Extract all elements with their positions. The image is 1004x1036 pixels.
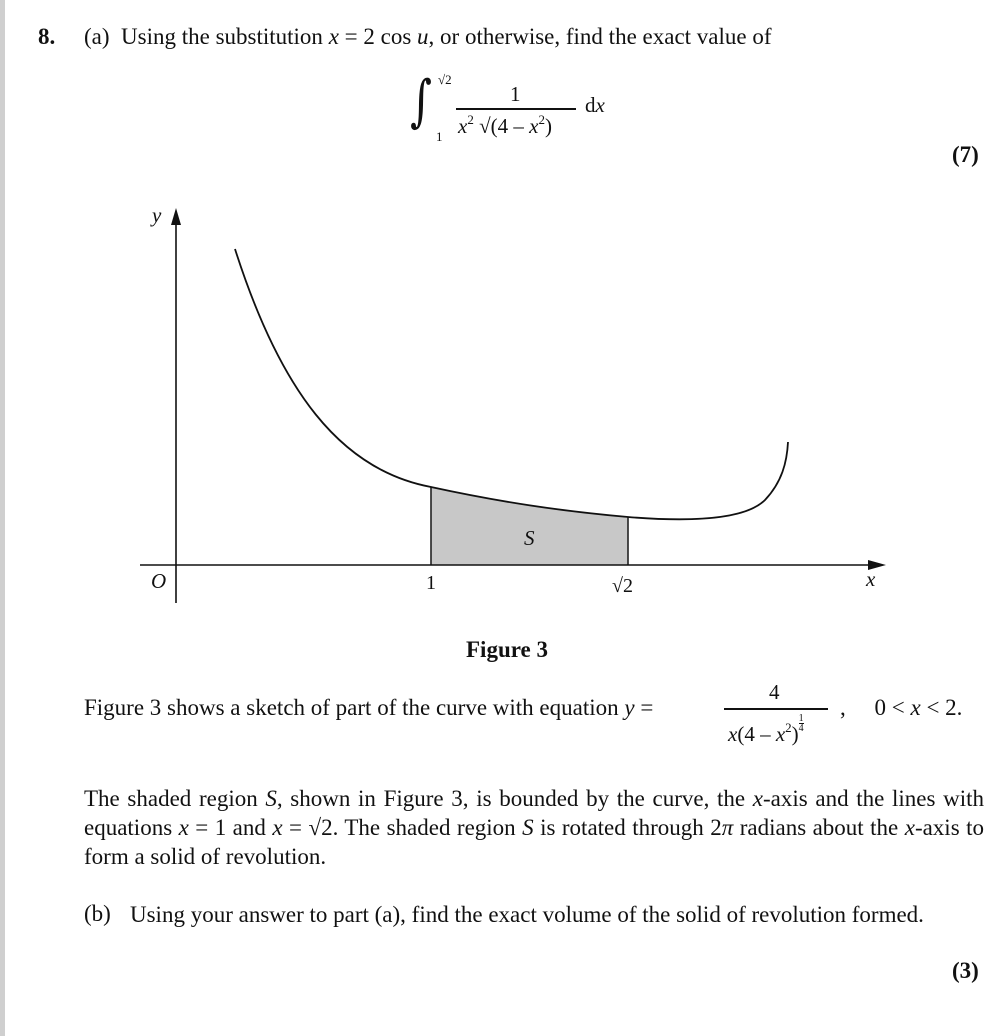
figure-caption: Figure 3 [466,637,548,662]
part-b-prompt: Using your answer to part (a), find the exact volume of the solid of revolution formed. [130,902,924,927]
tick-label-1: 1 [426,572,436,594]
curve-domain: , 0 < x < 2. [840,695,963,720]
part-b-marks: (3) [952,958,979,983]
x-axis-label: x [866,567,876,591]
curve-description: Figure 3 shows a sketch of part of the curve with equation y = [84,695,654,720]
integrand-denominator: $x^2$ $√(4 - x^2)$ [458,112,552,138]
curve-eq-fraction-bar [724,708,828,710]
part-a-marks: (7) [952,142,979,167]
region-s-label: S [524,526,535,550]
part-b-label: (b) [84,901,111,926]
y-axis-arrowhead [171,208,181,225]
y-axis-label: y [152,203,162,227]
origin-label: O [151,569,167,593]
integral-dx: dx [585,93,605,117]
region-description: The shaded region S, shown in Figure 3, is bounded by the curve, the x-axis and the lines with equations x = 1 and x = √2. The shaded region S is rotated through 2π radians about the x-axis to form a solid of revolution. [84,786,985,869]
curve-eq-numerator: 4 [769,680,780,704]
question-number: 8. [38,24,56,49]
part-a-prompt: (a) Using the substitution x = 2 cos u, or otherwise, find the exact value of [84,24,772,49]
integral-lower-limit: 1 [436,129,443,144]
tick-label-root2: √2 [612,575,633,597]
integral-sign: ∫ [410,69,432,134]
integrand-numerator: 1 [510,82,521,106]
curve-eq-exponent: $\frac{1}{4}$ [798,713,804,734]
curve-eq-denominator: $x(4 - x^2)$ $\frac{1}{4}$ [728,713,804,746]
integral-upper-limit: √2 [438,72,452,87]
curve [235,249,788,519]
part-a-label: (a) [84,24,110,49]
